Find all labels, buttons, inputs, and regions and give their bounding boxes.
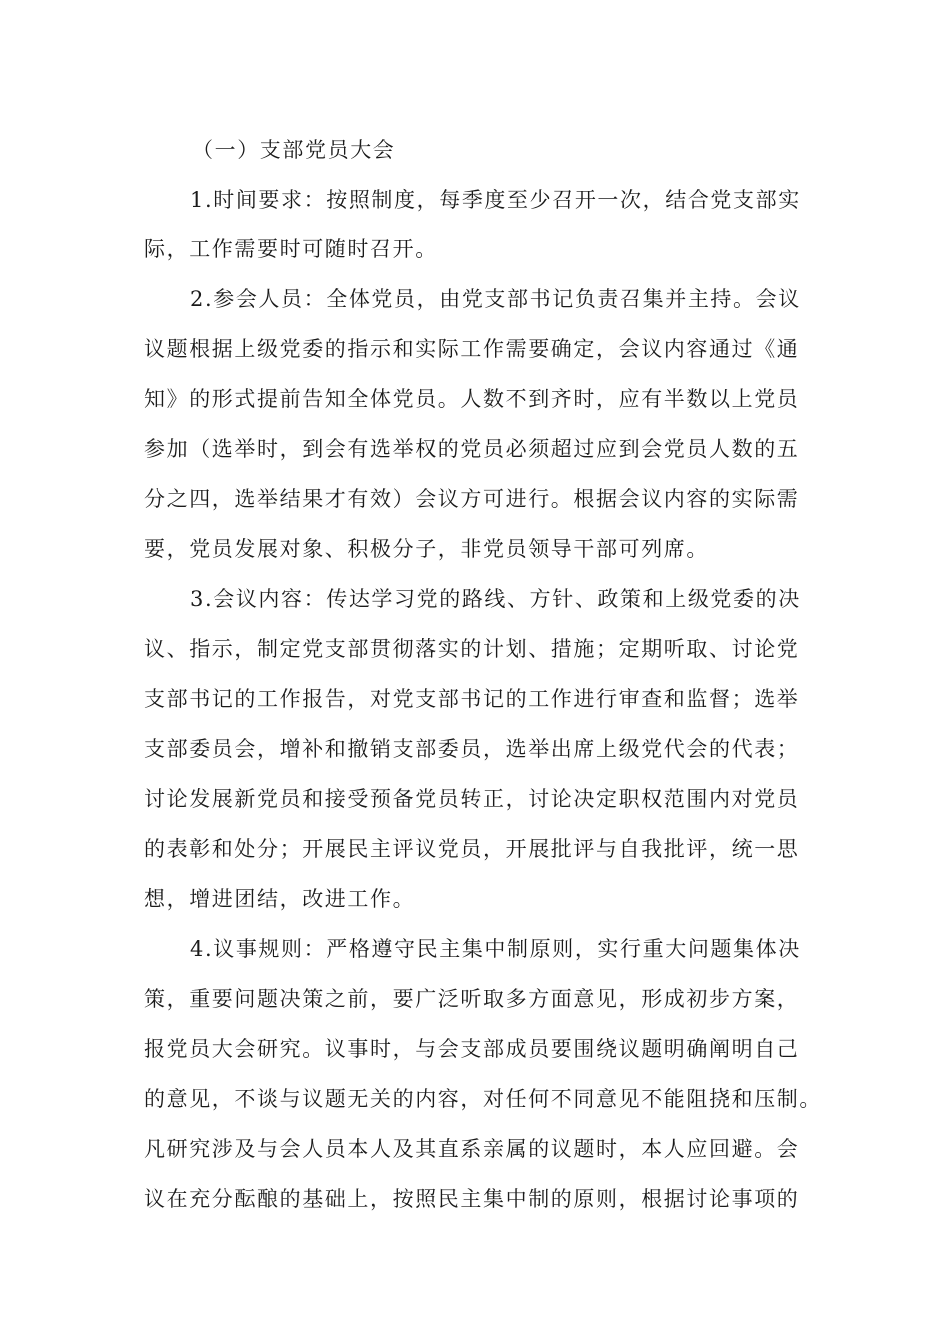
item-3-line-5: 讨论发展新党员和接受预备党员转正，讨论决定职权范围内对党员	[144, 787, 800, 811]
item-3-line-2: 议、指示，制定党支部贯彻落实的计划、措施；定期听取、讨论党	[144, 637, 800, 661]
item-4-line-5: 凡研究涉及与会人员本人及其直系亲属的议题时，本人应回避。会	[144, 1137, 800, 1161]
item-2-line-1: 2.参会人员：全体党员，由党支部书记负责召集并主持。会议	[190, 287, 801, 311]
item-4-line-1: 4.议事规则：严格遵守民主集中制原则，实行重大问题集体决	[190, 937, 801, 961]
item-4-line-2: 策，重要问题决策之前，要广泛听取多方面意见，形成初步方案，	[144, 987, 800, 1011]
item-2-line-4: 参加（选举时，到会有选举权的党员必须超过应到会党员人数的五	[144, 437, 800, 461]
item-3-line-6: 的表彰和处分；开展民主评议党员，开展批评与自我批评，统一思	[144, 837, 800, 861]
item-2-line-3: 知》的形式提前告知全体党员。人数不到齐时，应有半数以上党员	[144, 387, 800, 411]
item-3-line-1: 3.会议内容：传达学习党的路线、方针、政策和上级党委的决	[190, 587, 801, 611]
item-4-line-3: 报党员大会研究。议事时，与会支部成员要围绕议题明确阐明自己	[144, 1037, 800, 1061]
item-1-line-1: 1.时间要求：按照制度，每季度至少召开一次，结合党支部实	[190, 188, 801, 212]
item-2-line-6: 要，党员发展对象、积极分子，非党员领导干部可列席。	[144, 537, 709, 561]
item-2-line-2: 议题根据上级党委的指示和实际工作需要确定，会议内容通过《通	[144, 337, 800, 361]
item-3-line-3: 支部书记的工作报告，对党支部书记的工作进行审查和监督；选举	[144, 687, 800, 711]
item-2-line-5: 分之四，选举结果才有效）会议方可进行。根据会议内容的实际需	[144, 487, 800, 511]
item-3-line-4: 支部委员会，增补和撤销支部委员，选举出席上级党代会的代表；	[144, 737, 800, 761]
item-4-line-6: 议在充分酝酿的基础上，按照民主集中制的原则，根据讨论事项的	[144, 1187, 800, 1211]
item-1-line-2: 际，工作需要时可随时召开。	[144, 237, 438, 261]
item-4-line-4: 的意见，不谈与议题无关的内容，对任何不同意见不能阻挠和压制。	[144, 1087, 822, 1111]
section-heading: （一）支部党员大会	[192, 138, 396, 162]
item-3-line-7: 想，增进团结，改进工作。	[144, 887, 416, 911]
